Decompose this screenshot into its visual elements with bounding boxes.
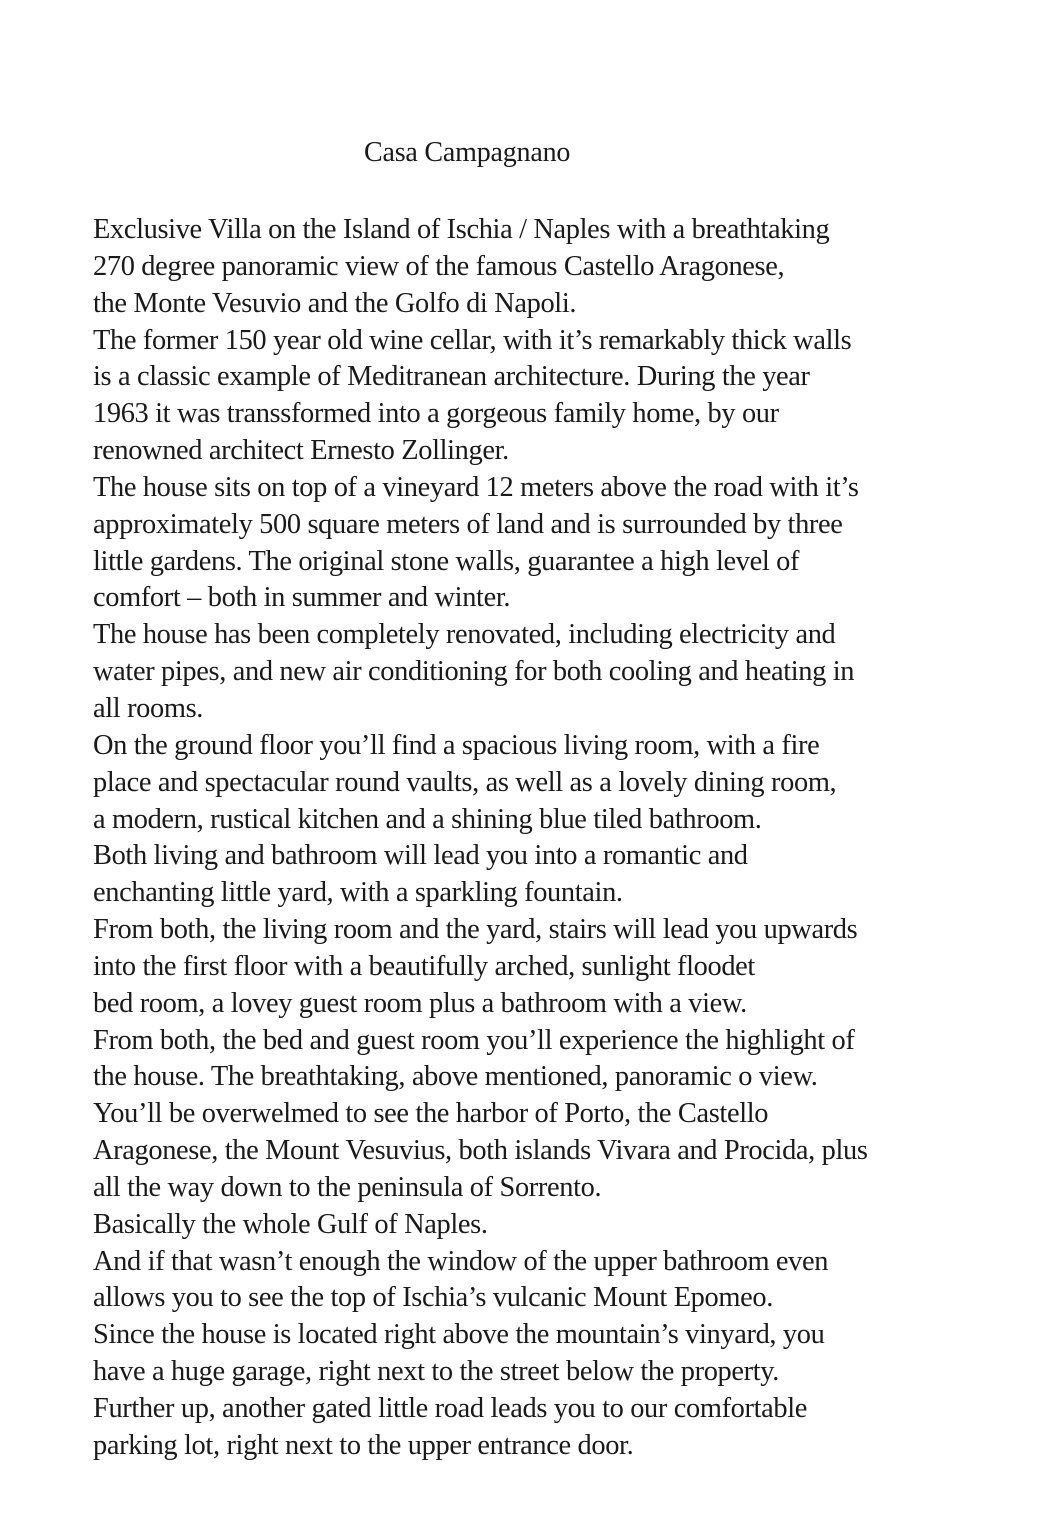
text-line: comfort – both in summer and winter. <box>93 582 511 614</box>
text-line: On the ground floor you’ll find a spacious living room, with a fire <box>93 729 820 761</box>
text-line: allows you to see the top of Ischia’s vulcanic Mount Epomeo. <box>93 1282 773 1314</box>
text-line: little gardens. The original stone walls, guarantee a high level of <box>93 545 800 577</box>
text-line: is a classic example of Meditranean architecture. During the year <box>93 361 810 393</box>
text-line: 1963 it was transsformed into a gorgeous family home, by our <box>93 398 779 430</box>
text-line: the house. The breathtaking, above mentioned, panoramic o view. <box>93 1061 818 1093</box>
text-line: have a huge garage, right next to the street below the property. <box>93 1356 780 1388</box>
text-line: Aragonese, the Mount Vesuvius, both islands Vivara and Procida, plus <box>93 1135 868 1167</box>
text-line: Further up, another gated little road leads you to our comfortable <box>93 1393 808 1424</box>
text-line: into the first floor with a beautifully arched, sunlight floodet <box>93 950 755 982</box>
text-line: all rooms. <box>93 692 204 724</box>
text-line: water pipes, and new air conditioning for both cooling and heating in <box>93 656 855 688</box>
text-line: place and spectacular round vaults, as well as a lovely dining room, <box>93 766 837 798</box>
text-line: The house has been completely renovated, including electricity and <box>93 619 836 651</box>
text-line: all the way down to the peninsula of Sorrento. <box>93 1171 602 1203</box>
text-line: 270 degree panoramic view of the famous Castello Aragonese, <box>93 250 785 282</box>
text-line: And if that wasn’t enough the window of the upper bathroom even <box>93 1245 829 1277</box>
text-line: renowned architect Ernesto Zollinger. <box>93 435 509 467</box>
document-body <box>93 212 1033 1465</box>
text-line: From both, the bed and guest room you’ll experience the highlight of <box>93 1024 855 1056</box>
text-line: parking lot, right next to the upper entrance door. <box>93 1429 634 1461</box>
text-line: You’ll be overwelmed to see the harbor of Porto, the Castello <box>93 1098 769 1130</box>
text-line: Basically the whole Gulf of Naples. <box>93 1208 488 1240</box>
text-line: Since the house is located right above the mountain’s vinyard, you <box>93 1319 825 1351</box>
text-line: enchanting little yard, with a sparkling fountain. <box>93 877 623 909</box>
text-line: Both living and bathroom will lead you into a romantic and <box>93 840 748 872</box>
text-line: From both, the living room and the yard, stairs will lead you upwards <box>93 914 858 946</box>
text-line: bed room, a lovey guest room plus a bathroom with a view. <box>93 987 747 1019</box>
text-line: the Monte Vesuvio and the Golfo di Napoli. <box>93 287 577 319</box>
text-line: approximately 500 square meters of land and is surrounded by three <box>93 508 843 540</box>
text-line: a modern, rustical kitchen and a shining blue tiled bathroom. <box>93 803 762 835</box>
text-line: Exclusive Villa on the Island of Ischia / Naples with a breathtaking <box>93 214 830 245</box>
document-title: Casa Campagnano <box>364 137 571 168</box>
text-line: The house sits on top of a vineyard 12 meters above the road with it’s <box>93 471 859 503</box>
text-line: The former 150 year old wine cellar, with it’s remarkably thick walls <box>93 324 852 356</box>
